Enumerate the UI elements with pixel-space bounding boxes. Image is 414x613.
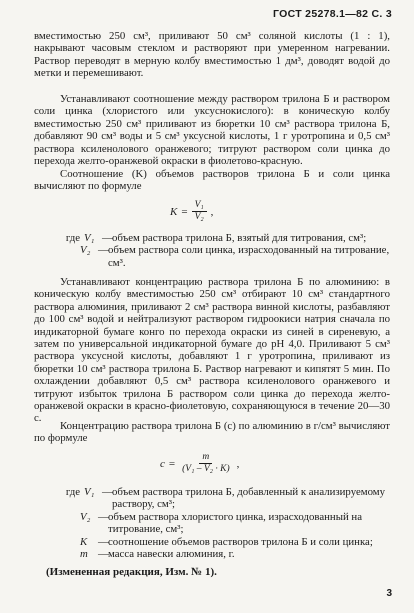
definition-prefix: где	[65, 232, 80, 244]
formula-k	[170, 200, 213, 223]
definition-text: объем раствора трилона Б, взятый для титрования, см³;	[112, 232, 367, 244]
definition-row	[34, 232, 394, 244]
definition-text: объем раствора трилона Б, добавленный к анализируемому раствору, см³;	[112, 486, 385, 511]
definition-dash: —	[98, 535, 109, 548]
definition-symbol: V₂	[80, 510, 91, 523]
definition-symbol: m	[80, 548, 88, 561]
definitions-1	[34, 232, 394, 269]
definition-prefix	[34, 548, 80, 560]
page-header: ГОСТ 25278.1—82 С. 3	[273, 8, 392, 20]
formula-c-eq: =	[168, 457, 176, 470]
definition-symbol: V₂	[80, 244, 91, 257]
definition-symbol: V₁	[84, 486, 95, 498]
definition-prefix	[34, 511, 80, 536]
definition-dash: —	[102, 232, 113, 244]
paragraph-2: Устанавливают соотношение между раствором трилона Б и раствором соли цинка (хлористого или уксуснокислого): в коническую колбу вместимостью 250 см³ приливают из бюретки 10 см³ раствора трилона Б, добавляют 90 см³ воды и 5 см³ уксусной кислоты, 1 г уротропина и 0,5 см³ раствора ксиленолового оранжевого; титруют раствором соли цинка до перехода желто-оранжевой окраски в фиолетово-красную.	[34, 93, 390, 168]
formula-k-numerator: V₁	[192, 200, 207, 212]
definition-row	[34, 548, 394, 560]
definition-text: объем раствора соли цинка, израсходованный на титрование, см³.	[108, 244, 390, 269]
definition-row	[34, 511, 394, 536]
formula-c-denominator: (V₁ – V₂ · K)	[182, 464, 230, 474]
formula-k-tail: ,	[210, 205, 214, 218]
paragraph-4: Устанавливают концентрацию раствора трилона Б по алюминию: в коническую колбу вместимостью 250 см³ отбирают 10 см³ стандартного раствора алюминия, приливают 2 см³ раствора винной кислоты, разбавляют до 100 см³ водой и нейтрализуют раствором гидроокиси натрия сначала по индикаторной бумаге конго по перехода окраски из синей в сиреневую, а затем по универсальной индикаторной бумаге до pH 4,0. Приливают 5 см³ раствора уксусной кислоты, добавляют 1 г уротропина, приливают из бюретки 10 см³ раствора трилона Б. Раствор нагревают и кипятят 5 мин. По охлаждении добавляют 0,5 см³ раствора ксиленолового оранжевого и титруют избыток трилона Б раствором соли цинка до перехода желто-оранжевой окраски в красно-фиолетовую, сохраняющуюся в течение 20—30 с.	[34, 276, 390, 425]
definition-dash: —	[98, 244, 109, 257]
definition-prefix	[34, 244, 80, 269]
formula-c	[160, 452, 239, 475]
formula-c-tail: ,	[236, 457, 240, 470]
formula-k-fraction	[192, 200, 207, 223]
definition-row	[34, 244, 394, 269]
formula-k-denominator: V₂	[194, 212, 204, 222]
definition-dash: —	[102, 486, 113, 498]
paragraph-3: Соотношение (K) объемов растворов трилона Б и соли цинка вычисляют по формуле	[34, 168, 390, 193]
page-number: 3	[386, 588, 392, 599]
definition-row	[34, 536, 394, 548]
formula-c-fraction	[179, 452, 233, 475]
definition-text: объем раствора хлористого цинка, израсходованный на титрование, см³;	[108, 510, 362, 536]
definition-prefix: где	[65, 486, 80, 498]
amendment-note: (Измененная редакция, Изм. № 1).	[46, 566, 217, 578]
definition-symbol: V₁	[84, 232, 95, 244]
definition-prefix	[34, 536, 80, 548]
definition-symbol: K	[80, 535, 88, 548]
formula-k-lhs: K	[170, 205, 178, 218]
definitions-2	[34, 486, 394, 560]
definition-row	[34, 486, 394, 511]
paragraph-5: Концентрацию раствора трилона Б (c) по алюминию в г/см³ вычисляют по формуле	[34, 420, 390, 445]
formula-c-numerator: m	[199, 452, 212, 464]
formula-k-eq: =	[181, 205, 188, 218]
definition-text: масса навески алюминия, г.	[108, 548, 235, 561]
definition-dash: —	[98, 548, 109, 561]
definition-dash: —	[98, 510, 109, 523]
paragraph-1: вместимостью 250 см³, приливают 50 см³ соляной кислоты (1 : 1), накрывают часовым стеклом и растворяют при умеренном нагревании. Раствор переводят в мерную колбу вместимостью 1 дм³, доводят водой до метки и перемешивают.	[34, 30, 390, 80]
formula-c-lhs: c	[160, 457, 165, 470]
definition-text: соотношение объемов растворов трилона Б и соли цинка;	[108, 535, 373, 548]
